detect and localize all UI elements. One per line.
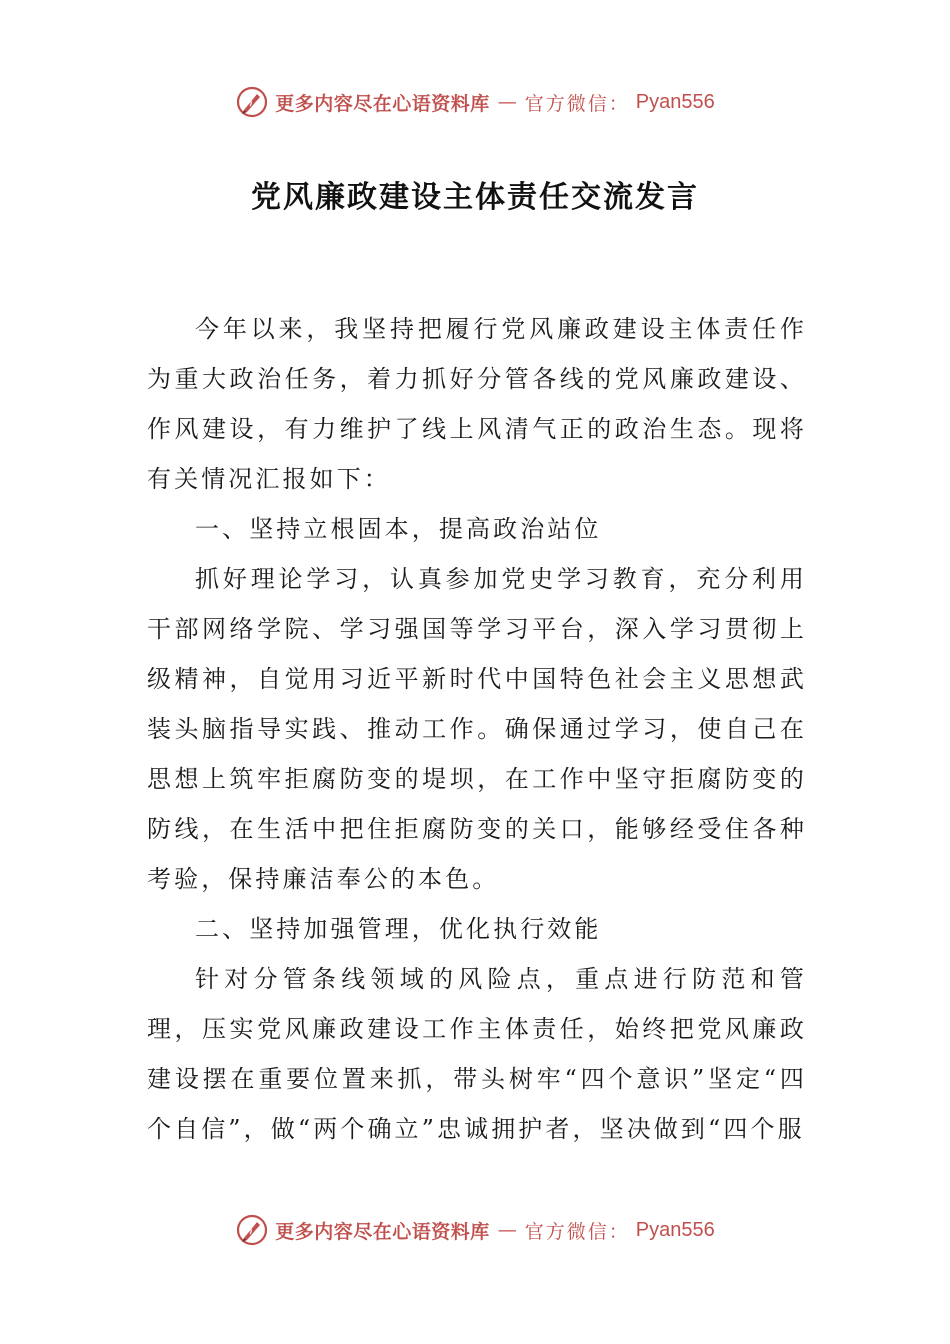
paragraph-intro: 今年以来，我坚持把履行党风廉政建设主体责任作为重大政治任务，着力抓好分管各线的党风廉政建设、作风建设，有力维护了线上风清气正的政治生态。现将有关情况汇报如下： — [147, 315, 807, 493]
paragraph-section-1: 抓好理论学习，认真参加党史学习教育，充分利用干部网络学院、学习强国等学习平台，深入学习贯彻上级精神，自觉用习近平新时代中国特色社会主义思想武装头脑指导实践、推动工作。确保通过学习，使自己在思想上筑牢拒腐防变的堤坝，在工作中坚守拒腐防变的防线，在生活中把住拒腐防变的关口，能够经受住各种考验，保持廉洁奉公的本色。 — [147, 565, 807, 893]
footer-wechat-id: Pyan556 — [635, 1218, 715, 1241]
pen-logo-icon — [235, 1213, 269, 1247]
footer-watermark — [0, 1210, 950, 1250]
footer-wechat-label: 官方微信： — [524, 1220, 630, 1243]
header-brand-text: 更多内容尽在心语资料库 — [275, 92, 490, 115]
header-dash: — — [497, 91, 517, 113]
section-heading-1: 一、坚持立根固本，提高政治站位 — [195, 515, 602, 543]
footer-brand-text: 更多内容尽在心语资料库 — [275, 1220, 490, 1243]
paragraph-section-2: 针对分管条线领域的风险点，重点进行防范和管理，压实党风廉政建设工作主体责任，始终把党风廉政建设摆在重要位置来抓，带头树牢“四个意识”坚定“四个自信”，做“两个确立”忠诚拥护者，坚决做到“四个服 — [147, 965, 807, 1143]
header-wechat-label: 官方微信： — [524, 92, 630, 115]
footer-dash: — — [497, 1219, 517, 1241]
header-watermark — [0, 82, 950, 122]
section-heading-2: 二、坚持加强管理，优化执行效能 — [195, 915, 602, 943]
pen-logo-icon — [235, 85, 269, 119]
header-wechat-id: Pyan556 — [635, 90, 715, 113]
document-body — [147, 304, 807, 1154]
document-title: 党风廉政建设主体责任交流发言 — [251, 180, 699, 215]
